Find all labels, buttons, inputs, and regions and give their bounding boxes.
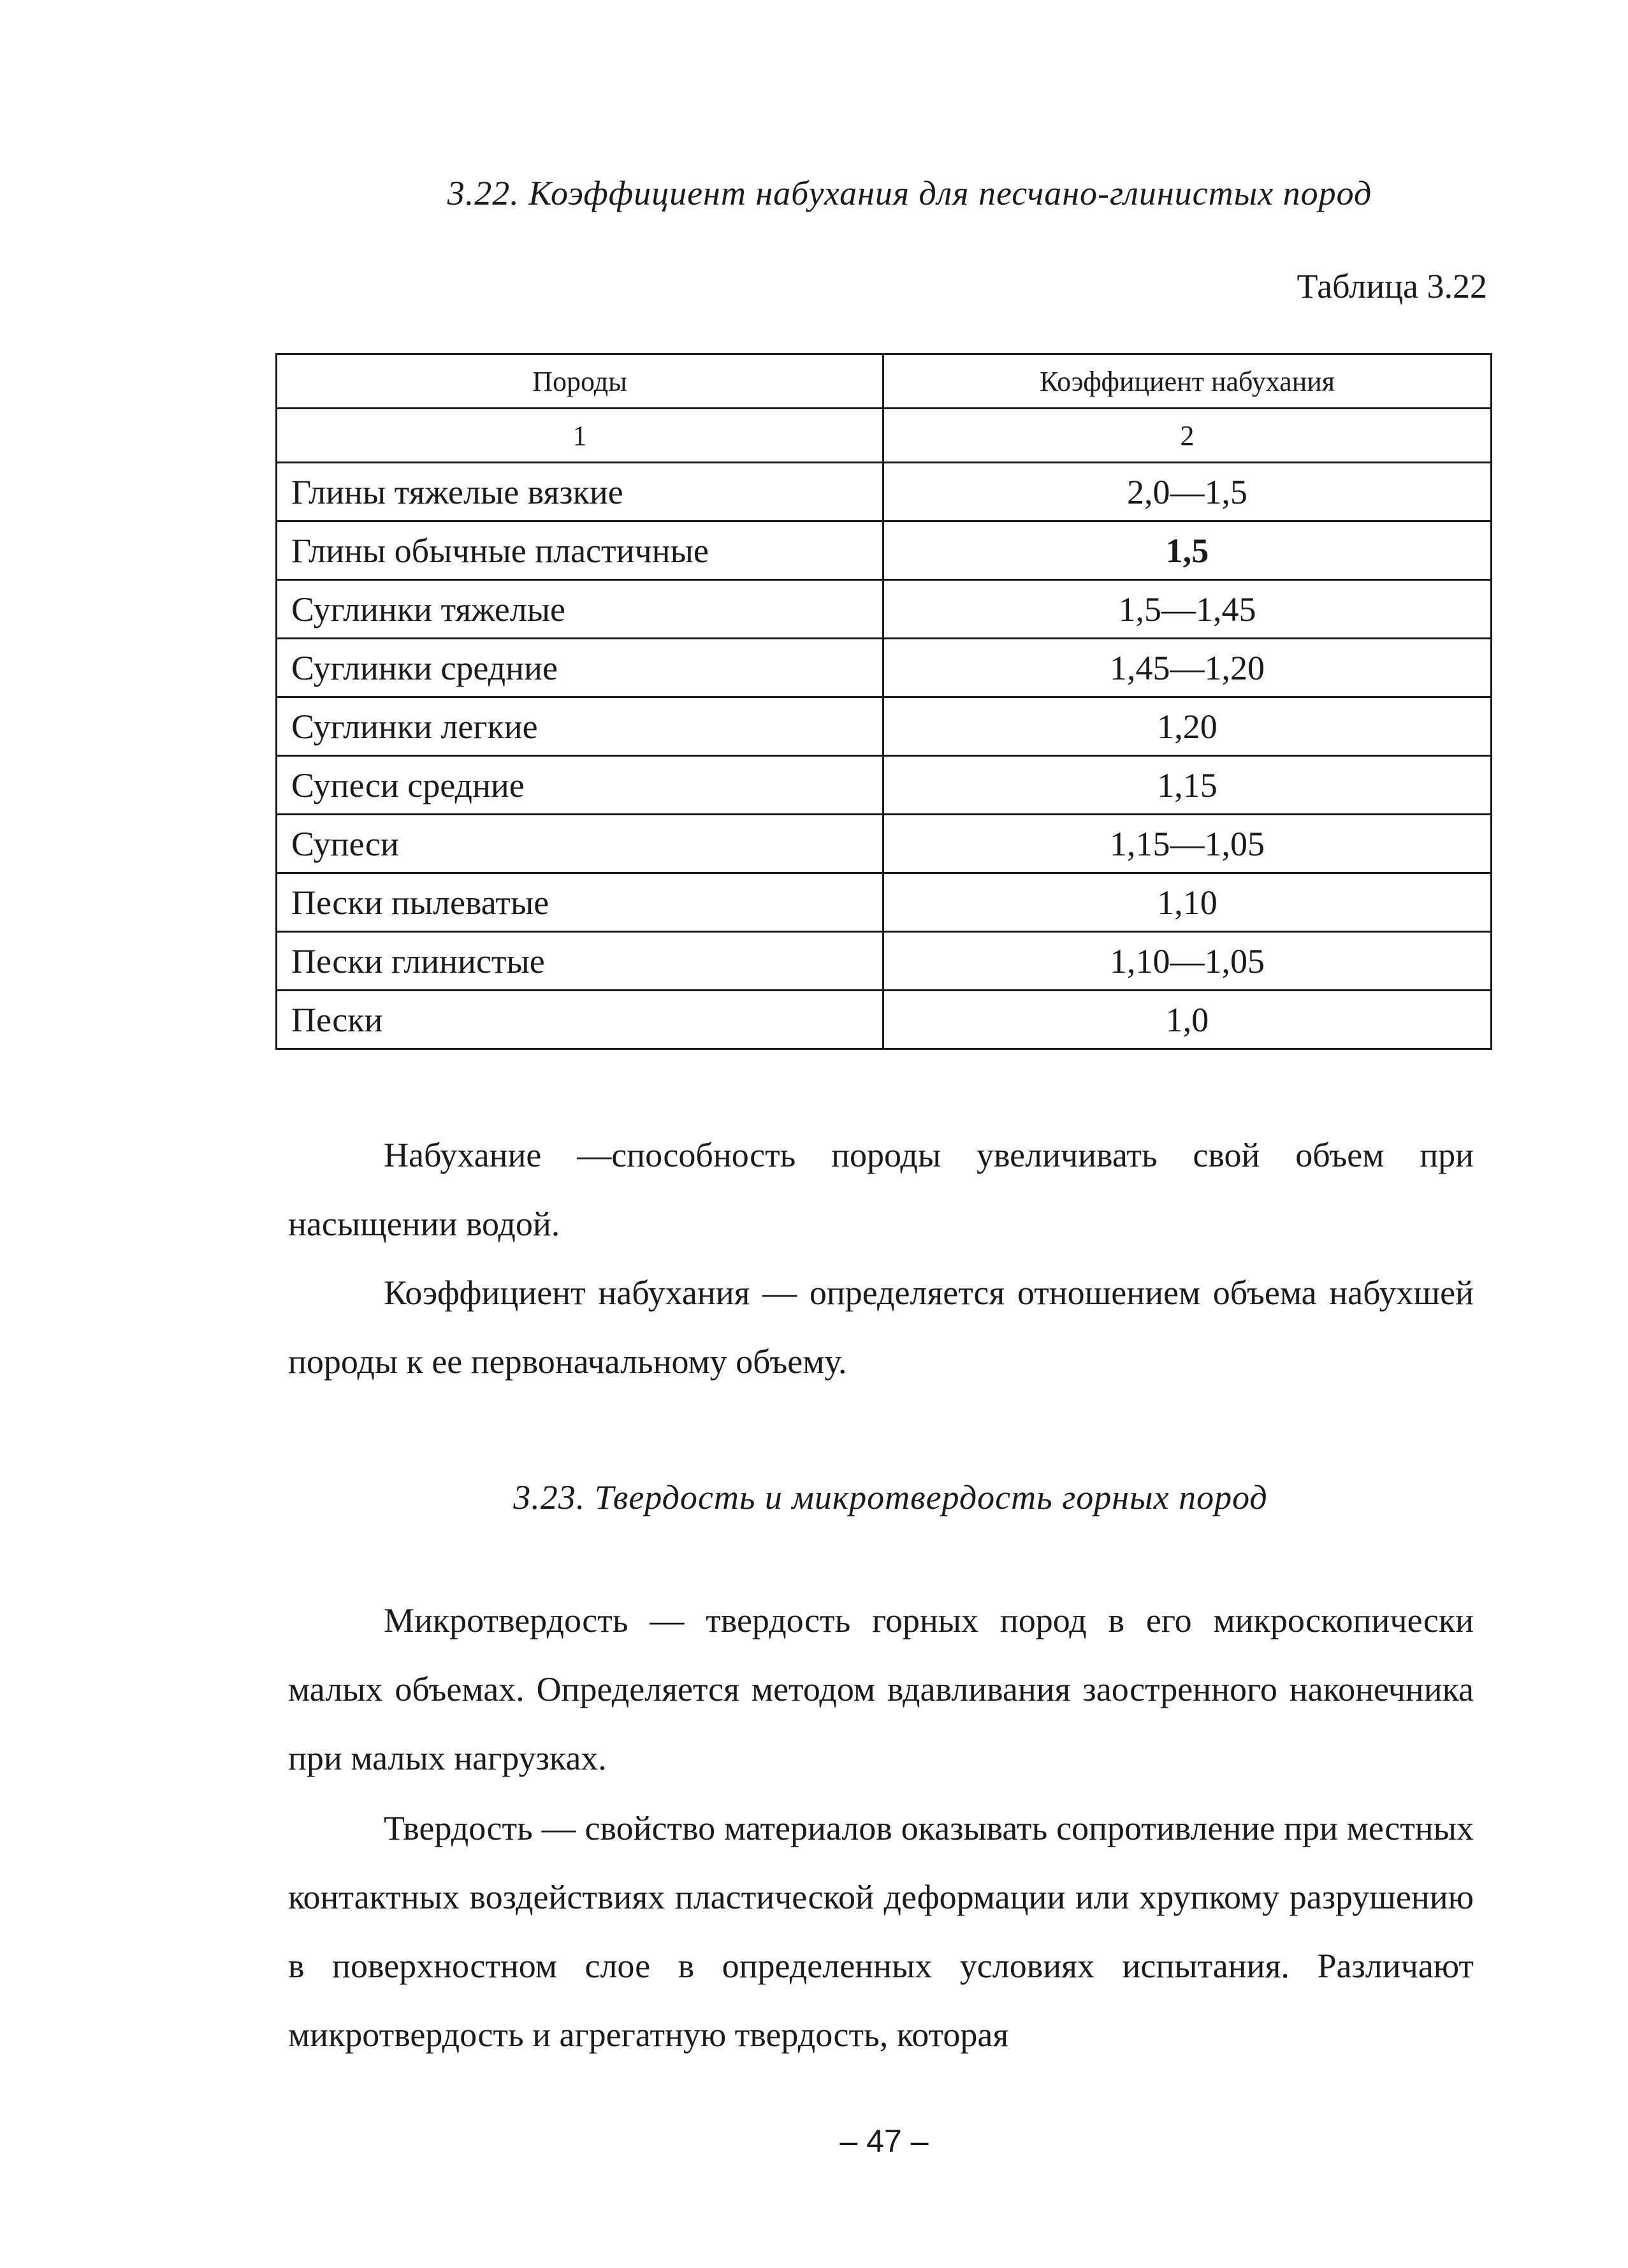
swelling-coefficient-table: [275, 353, 1492, 1050]
table-row: [277, 815, 1492, 873]
table-row: [277, 580, 1492, 639]
table-header-row: [277, 354, 1492, 409]
coefficient-cell: 1,5: [883, 521, 1492, 580]
paragraph-microhardness: Микротвердость — твердость горных пород в его микроскопически малых объемах. Определяется методом вдавливания заостренного наконечника при малых нагрузках.: [288, 1601, 1474, 1777]
coefficient-cell: 1,10—1,05: [883, 932, 1492, 991]
table-row: [277, 639, 1492, 697]
coefficient-cell: 1,15: [883, 756, 1492, 815]
page-number: – 47 –: [839, 2123, 929, 2159]
column-number-row: [277, 409, 1492, 463]
table-row: [277, 991, 1492, 1049]
table-row: [277, 697, 1492, 756]
table-caption: Таблица 3.22: [1297, 267, 1487, 305]
coefficient-cell: 1,10: [883, 873, 1492, 932]
rock-cell: Супеси: [277, 815, 883, 873]
rock-cell: Суглинки тяжелые: [277, 580, 883, 639]
rock-cell: Глины тяжелые вязкие: [277, 463, 883, 521]
rock-cell: Суглинки легкие: [277, 697, 883, 756]
paragraph-swelling-coefficient: Коэффициент набухания — определяется отношением объема набухшей породы к ее первоначальному объему.: [288, 1274, 1474, 1381]
column-number-cell: 1: [277, 409, 883, 463]
header-cell-coefficient: Коэффициент набухания: [883, 354, 1492, 409]
header-cell-rocks: Породы: [277, 354, 883, 409]
section-heading: 3.23. Твердость и микротвердость горных пород: [513, 1478, 1268, 1516]
coefficient-cell: 1,0: [883, 991, 1492, 1049]
paragraph-hardness: Твердость — свойство материалов оказывать сопротивление при местных контактных воздействиях пластической деформации или хрупкому разрушению в поверхностном слое в определенных условиях испытания. Различают микротвердость и агрегатную твердость, которая: [288, 1809, 1474, 2054]
table-row: [277, 873, 1492, 932]
section-heading: 3.22. Коэффициент набухания для песчано-глинистых пород: [447, 174, 1372, 212]
paragraph-swelling-definition: Набухание —способность породы увеличивать свой объем при насыщении водой.: [288, 1136, 1474, 1243]
table-row: [277, 756, 1492, 815]
coefficient-cell: 1,15—1,05: [883, 815, 1492, 873]
rock-cell: Пески пылеватые: [277, 873, 883, 932]
coefficient-cell: 2,0—1,5: [883, 463, 1492, 521]
table-row: [277, 932, 1492, 991]
table-row: [277, 463, 1492, 521]
coefficient-cell: 1,5—1,45: [883, 580, 1492, 639]
rock-cell: Глины обычные пластичные: [277, 521, 883, 580]
rock-cell: Суглинки средние: [277, 639, 883, 697]
column-number-cell: 2: [883, 409, 1492, 463]
table-row: [277, 521, 1492, 580]
rock-cell: Супеси средние: [277, 756, 883, 815]
coefficient-cell: 1,20: [883, 697, 1492, 756]
coefficient-cell: 1,45—1,20: [883, 639, 1492, 697]
rock-cell: Пески: [277, 991, 883, 1049]
rock-cell: Пески глинистые: [277, 932, 883, 991]
